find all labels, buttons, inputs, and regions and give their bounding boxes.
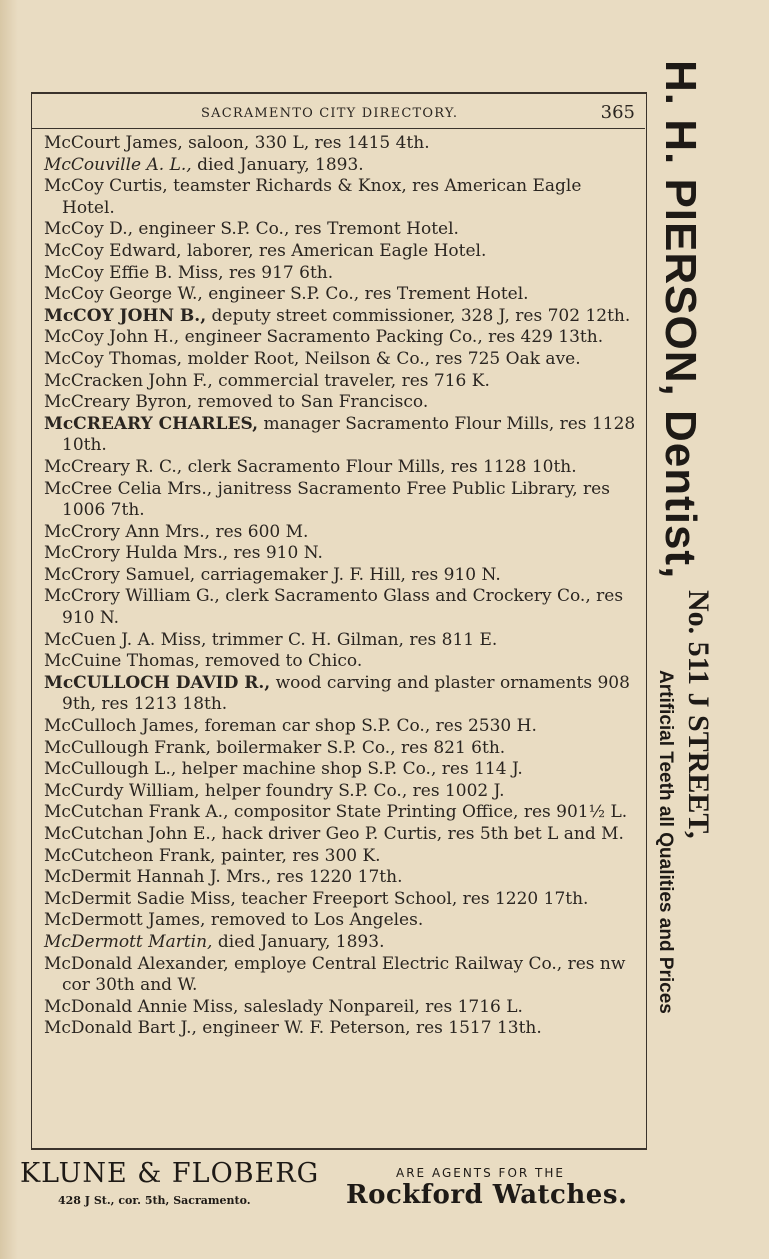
entry-name: McCurdy William,	[44, 780, 200, 801]
entry-details: helper foundry S.P. Co., res 1002 J.	[199, 780, 505, 801]
directory-entry	[44, 284, 638, 306]
entry-details: removed to Chico.	[199, 651, 363, 672]
entry-details: saloon, 330 L, res 1415 4th.	[182, 133, 430, 153]
directory-entry	[44, 716, 638, 738]
directory-entry	[44, 954, 638, 997]
entry-name: McCullough Frank,	[44, 737, 211, 758]
entry-details: wood carving and plaster ornaments 908 9th, res 1213 18th.	[62, 672, 630, 715]
entry-name: McCoy Thomas,	[44, 348, 183, 369]
directory-entry	[44, 997, 638, 1019]
ad-left-title: KLUNE & FLOBERG	[20, 1158, 320, 1189]
entry-name: McCrory William G.,	[44, 586, 220, 607]
entry-details: deputy street commissioner, 328 J, res 702 12th.	[206, 305, 631, 326]
entry-details: compositor State Printing Office, res 901½ L.	[228, 802, 628, 823]
entry-name: McDermott James,	[44, 910, 206, 931]
directory-entry	[44, 219, 638, 241]
entry-name: McCracken John F.,	[44, 370, 213, 391]
directory-entry	[44, 241, 638, 263]
directory-entry	[44, 522, 638, 544]
directory-entry	[44, 263, 638, 285]
entry-name: McCoy Curtis,	[44, 176, 168, 197]
page-edge	[0, 0, 18, 1259]
entry-name: McCreary Byron,	[44, 392, 193, 413]
entry-details: teacher Freeport School, res 1220 17th.	[235, 888, 589, 909]
entry-details: laborer, res American Eagle Hotel.	[181, 240, 487, 261]
entry-name: McCree Celia Mrs.,	[44, 478, 213, 499]
bottom-advertisement	[20, 1158, 760, 1218]
directory-entry	[44, 414, 638, 457]
side-advertisement	[652, 60, 762, 1180]
entry-details: commercial traveler, res 716 K.	[212, 370, 490, 391]
entry-name: McDonald Annie Miss,	[44, 996, 239, 1017]
running-header	[31, 100, 645, 130]
entry-name: McDonald Alexander,	[44, 953, 229, 974]
directory-entry	[44, 457, 638, 479]
entry-details: engineer Sacramento Packing Co., res 429 13th.	[179, 327, 604, 348]
entry-name: McDermott Martin,	[44, 931, 213, 952]
directory-entry	[44, 651, 638, 673]
entry-name: McDonald Bart J.,	[44, 1018, 197, 1039]
directory-entry	[44, 846, 638, 868]
entry-name: McCrory Samuel,	[44, 564, 196, 585]
entry-details: engineer S.P. Co., res Tremont Hotel.	[133, 219, 459, 240]
directory-entry	[44, 327, 638, 349]
side-ad-title: H. H. PIERSON, Dentist,	[656, 60, 705, 580]
entry-details: employe Central Electric Railway Co., res nw cor 30th and W.	[62, 953, 626, 996]
directory-entry	[44, 479, 638, 522]
header-title: SACRAMENTO CITY DIRECTORY.	[201, 106, 459, 121]
entry-name: McCoy Effie B. Miss,	[44, 262, 224, 283]
entry-name: McCOY JOHN B.,	[44, 305, 207, 326]
entry-name: McCuine Thomas,	[44, 651, 200, 672]
entry-name: McCuen J. A. Miss,	[44, 629, 207, 650]
directory-entry	[44, 1018, 638, 1040]
directory-entry	[44, 910, 638, 932]
entry-details: janitress Sacramento Free Public Library, res 1006 7th.	[62, 478, 610, 521]
entry-name: McCoy John H.,	[44, 327, 180, 348]
entry-details: engineer S.P. Co., res Trement Hotel.	[202, 284, 529, 305]
entry-details: res 910 N.	[228, 543, 323, 564]
directory-entries	[44, 133, 638, 1040]
directory-entry	[44, 889, 638, 911]
directory-entry	[44, 673, 638, 716]
entry-name: McCutcheon Frank,	[44, 845, 216, 866]
directory-entry	[44, 349, 638, 371]
side-ad-tagline: Artificial Teeth all Qualities and Prices	[655, 670, 676, 1014]
directory-entry	[44, 392, 638, 414]
entry-details: carriagemaker J. F. Hill, res 910 N.	[195, 564, 501, 585]
side-ad-address: No. 511 J STREET,	[682, 590, 715, 839]
entry-name: McCREARY CHARLES,	[44, 413, 259, 434]
entry-name: McCrory Hulda Mrs.,	[44, 543, 229, 564]
entry-name: McCULLOCH DAVID R.,	[44, 672, 271, 693]
directory-entry	[44, 565, 638, 587]
entry-name: McDermit Sadie Miss,	[44, 888, 236, 909]
entry-name: McCoy D.,	[44, 219, 134, 240]
entry-details: res 600 M.	[210, 521, 309, 542]
entry-name: McCutchan Frank A.,	[44, 802, 229, 823]
entry-details: clerk Sacramento Flour Mills, res 1128 10th.	[182, 456, 577, 477]
entry-details: trimmer C. H. Gilman, res 811 E.	[206, 629, 498, 650]
entry-name: McCourt James,	[44, 133, 183, 153]
entry-name: McCouville A. L.,	[44, 154, 192, 175]
entry-details: molder Root, Neilson & Co., res 725 Oak ave.	[182, 348, 581, 369]
entry-name: McCullough L.,	[44, 759, 177, 780]
entry-details: res 917 6th.	[223, 262, 334, 283]
directory-entry	[44, 759, 638, 781]
entry-details: engineer W. F. Peterson, res 1517 13th.	[196, 1018, 542, 1039]
directory-entry	[44, 543, 638, 565]
entry-details: boilermaker S.P. Co., res 821 6th.	[210, 737, 506, 758]
entry-details: res 1220 17th.	[271, 867, 403, 888]
entry-name: McCrory Ann Mrs.,	[44, 521, 211, 542]
directory-entry	[44, 133, 638, 155]
entry-details: hack driver Geo P. Curtis, res 5th bet L and M.	[216, 824, 624, 844]
directory-entry	[44, 781, 638, 803]
entry-details: manager Sacramento Flour Mills, res 1128 10th.	[62, 413, 636, 456]
directory-entry	[44, 155, 638, 177]
entry-details: teamster Richards & Knox, res American Eagle Hotel.	[62, 176, 582, 218]
ad-right-title: Rockford Watches.	[346, 1180, 628, 1210]
entry-name: McCoy Edward,	[44, 240, 182, 261]
directory-entry	[44, 824, 638, 846]
entry-name: McCutchan John E.,	[44, 824, 217, 844]
ad-left-address: 428 J St., cor. 5th, Sacramento.	[58, 1194, 251, 1207]
directory-entry	[44, 306, 638, 328]
entry-name: McCreary R. C.,	[44, 456, 183, 477]
directory-entry	[44, 802, 638, 824]
directory-entry	[44, 586, 638, 629]
entry-details: foreman car shop S.P. Co., res 2530 H.	[199, 716, 537, 737]
entry-name: McDermit Hannah J. Mrs.,	[44, 867, 272, 888]
entry-details: removed to San Francisco.	[192, 392, 429, 413]
directory-entry	[44, 176, 638, 219]
directory-entry	[44, 630, 638, 652]
entry-details: died January, 1893.	[191, 154, 364, 175]
entry-details: helper machine shop S.P. Co., res 114 J.	[176, 759, 523, 780]
entry-details: saleslady Nonpareil, res 1716 L.	[238, 996, 523, 1017]
page-number: 365	[600, 102, 635, 123]
entry-details: died January, 1893.	[212, 931, 385, 952]
directory-entry	[44, 371, 638, 393]
ad-right-caption: ARE AGENTS FOR THE	[396, 1166, 565, 1180]
entry-name: McCulloch James,	[44, 716, 200, 737]
header-rule	[31, 128, 645, 129]
entry-details: painter, res 300 K.	[215, 845, 381, 866]
directory-entry	[44, 867, 638, 889]
entry-name: McCoy George W.,	[44, 284, 203, 305]
directory-entry	[44, 738, 638, 760]
entry-details: clerk Sacramento Glass and Crockery Co., res 910 N.	[62, 586, 624, 629]
entry-details: removed to Los Angeles.	[205, 910, 424, 931]
directory-entry	[44, 932, 638, 954]
